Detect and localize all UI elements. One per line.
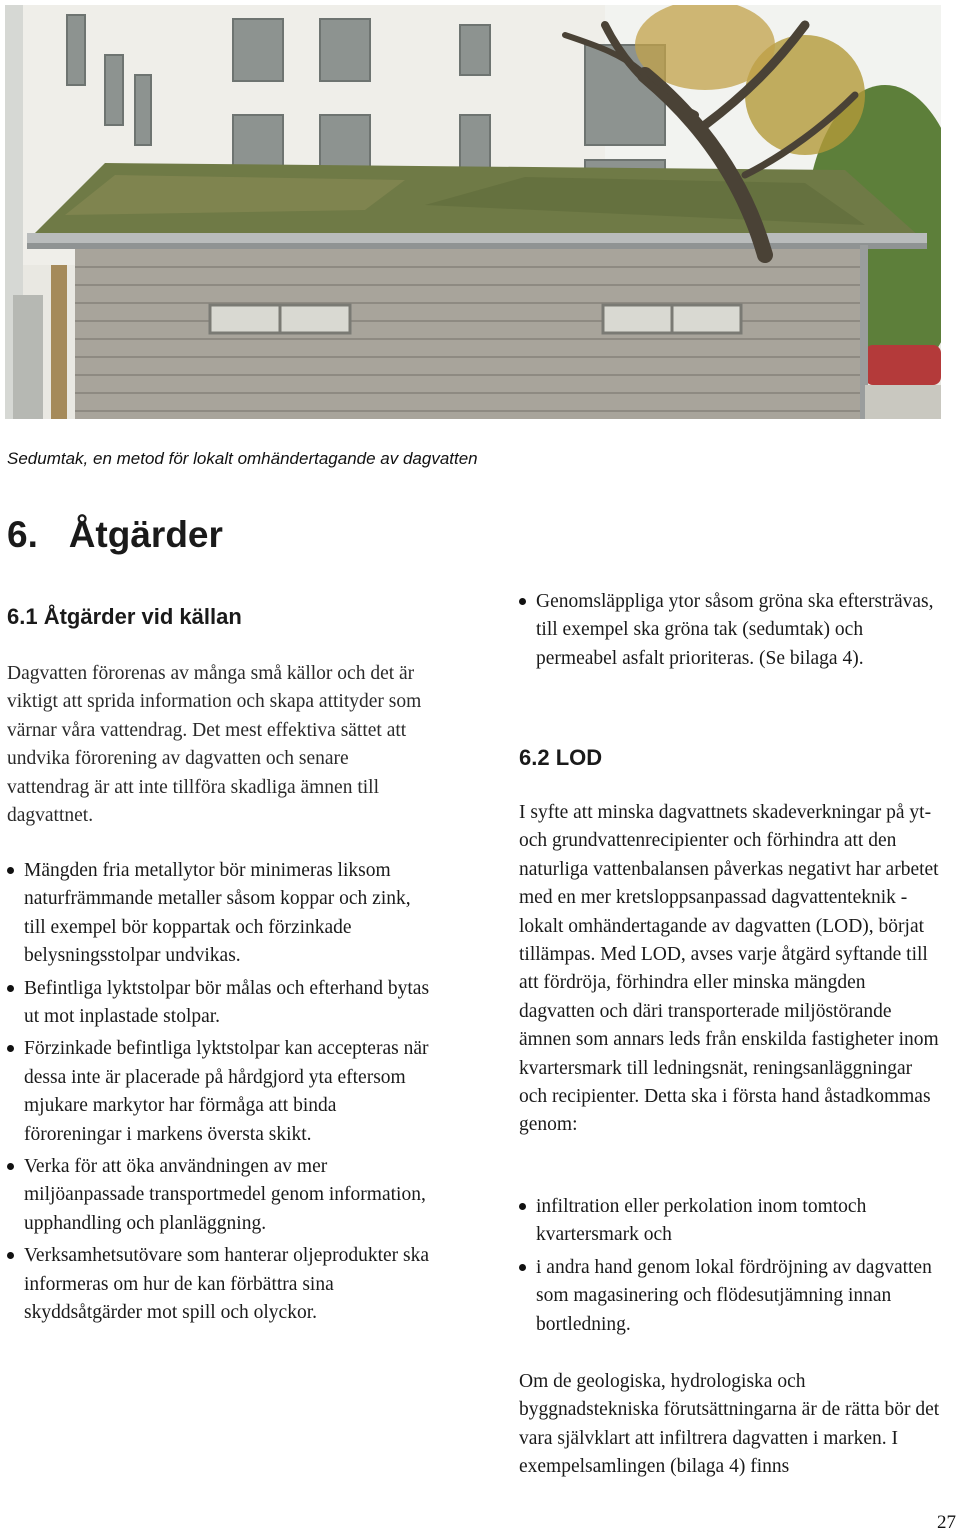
list-item: i andra hand genom lokal fördröjning av dagvatten som magasinering och flödesutjämning innan bortledning.	[519, 1254, 941, 1339]
intro-paragraph: Dagvatten förorenas av många små källor och det är viktigt att sprida information och skapa attityder som värnar våra vattendrag. Det mest effektiva sättet att undvika förorening av dagvatten och senare vattendrag är att inte tillföra skadliga ämnen till dagvattnet.	[7, 663, 422, 827]
list-item: Verka för att öka användningen av mer miljöanpassade transportmedel genom information, upphandling och planläggning.	[7, 1153, 432, 1238]
list-item: Verksamhetsutövare som hanterar oljeprodukter ska informeras om hur de kan förbättra sina skyddsåtgärder mot spill och olyckor.	[7, 1242, 432, 1327]
section-heading-6-2: 6.2 LOD	[519, 745, 603, 770]
photo-caption: Sedumtak, en metod för lokalt omhändertagande av dagvatten	[7, 449, 478, 468]
chapter-heading: 6. Åtgärder	[7, 514, 223, 555]
list-item: Förzinkade befintliga lyktstolpar kan accepteras när dessa inte är placerade på hårdgjord yta eftersom mjukare markytor har förmåga att binda föroreningar i markens översta skikt.	[7, 1035, 432, 1149]
list-item: Genomsläppliga ytor såsom gröna ska eftersträvas, till exempel ska gröna tak (sedumtak) och permeabel asfalt prioriteras. (Se bilaga 4).	[519, 588, 941, 673]
final-paragraph: Om de geologiska, hydrologiska och byggnadstekniska förutsättningarna är de rätta bör det vara självklart att infiltrera dagvatten i marken. I exempelsamlingen (bilaga 4) finns	[519, 1371, 940, 1478]
list-item: infiltration eller perkolation inom tomtoch kvartersmark och	[519, 1193, 941, 1250]
lod-paragraph: I syfte att minska dagvattnets skadeverkningar på yt- och grundvattenrecipienter och förhindra att den naturliga vattenbalansen påverkas negativt har arbetet med en mer kretsloppsanpassad dagvattenteknik - lokalt omhändertagande av dagvatten (LOD), börjat tillämpas. Med LOD, avses varje åtgärd syftande till att fördröja, förhindra eller minska mängden dagvatten och däri transporterade miljöstörande ämnen som annars leds från enskilda fastigheter inom kvartersmark till ledningsnät, reningsanläggningar och recipienter. Detta ska i första hand åstadkommas genom:	[519, 802, 939, 1136]
measures-bullet-list-continued	[519, 588, 941, 677]
list-item: Befintliga lyktstolpar bör målas och efterhand bytas ut mot inplastade stolpar.	[7, 975, 432, 1032]
list-item: Mängden fria metallytor bör minimeras liksom naturfrämmande metaller såsom koppar och zink, till exempel bör koppartak och förzinkade belysningsstolpar undvikas.	[7, 857, 432, 971]
section-heading-6-1: 6.1 Åtgärder vid källan	[7, 604, 242, 629]
lod-bullet-list	[519, 1193, 941, 1343]
sedum-roof-photo	[5, 5, 941, 419]
page-number: 27	[937, 1512, 956, 1533]
measures-bullet-list	[7, 857, 432, 1332]
